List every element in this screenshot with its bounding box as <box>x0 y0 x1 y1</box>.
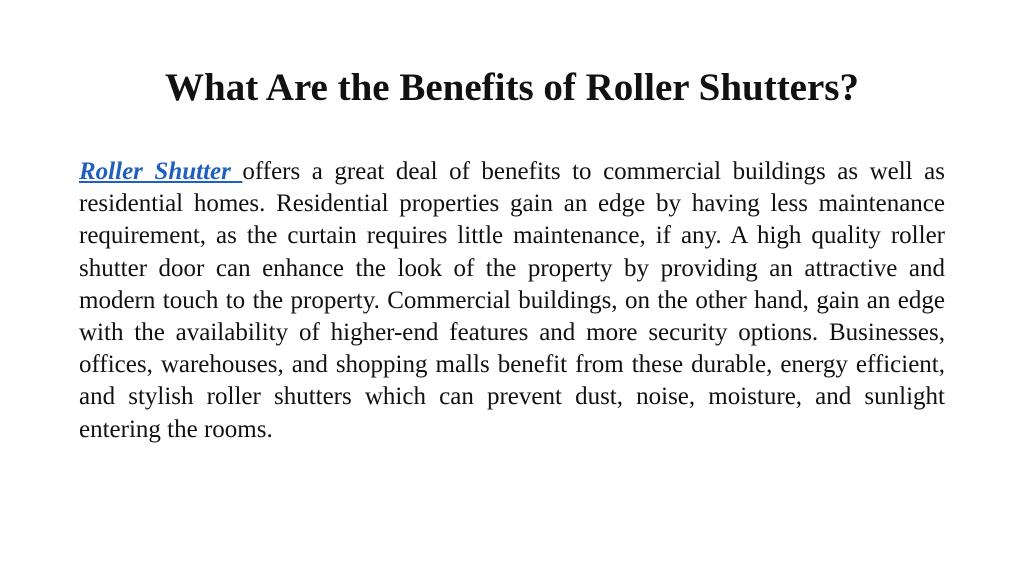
page-title: What Are the Benefits of Roller Shutters? <box>165 66 859 109</box>
roller-shutter-link[interactable]: Roller Shutter <box>79 158 243 185</box>
body-paragraph <box>79 156 945 446</box>
body-paragraph-text: offers a great deal of benefits to commercial buildings as well as residential homes. Residential properties gain an edge by having less maintenance requirement, as the curtain requires little maintenance, if any. A high quality roller shutter door can enhance the look of the property by providing an attractive and modern touch to the property. Commercial buildings, on the other hand, gain an edge with the availability of higher-end features and more security options. Businesses, offices, warehouses, and shopping malls benefit from these durable, energy efficient, and stylish roller shutters which can prevent dust, noise, moisture, and sunlight entering the rooms. <box>79 158 945 443</box>
